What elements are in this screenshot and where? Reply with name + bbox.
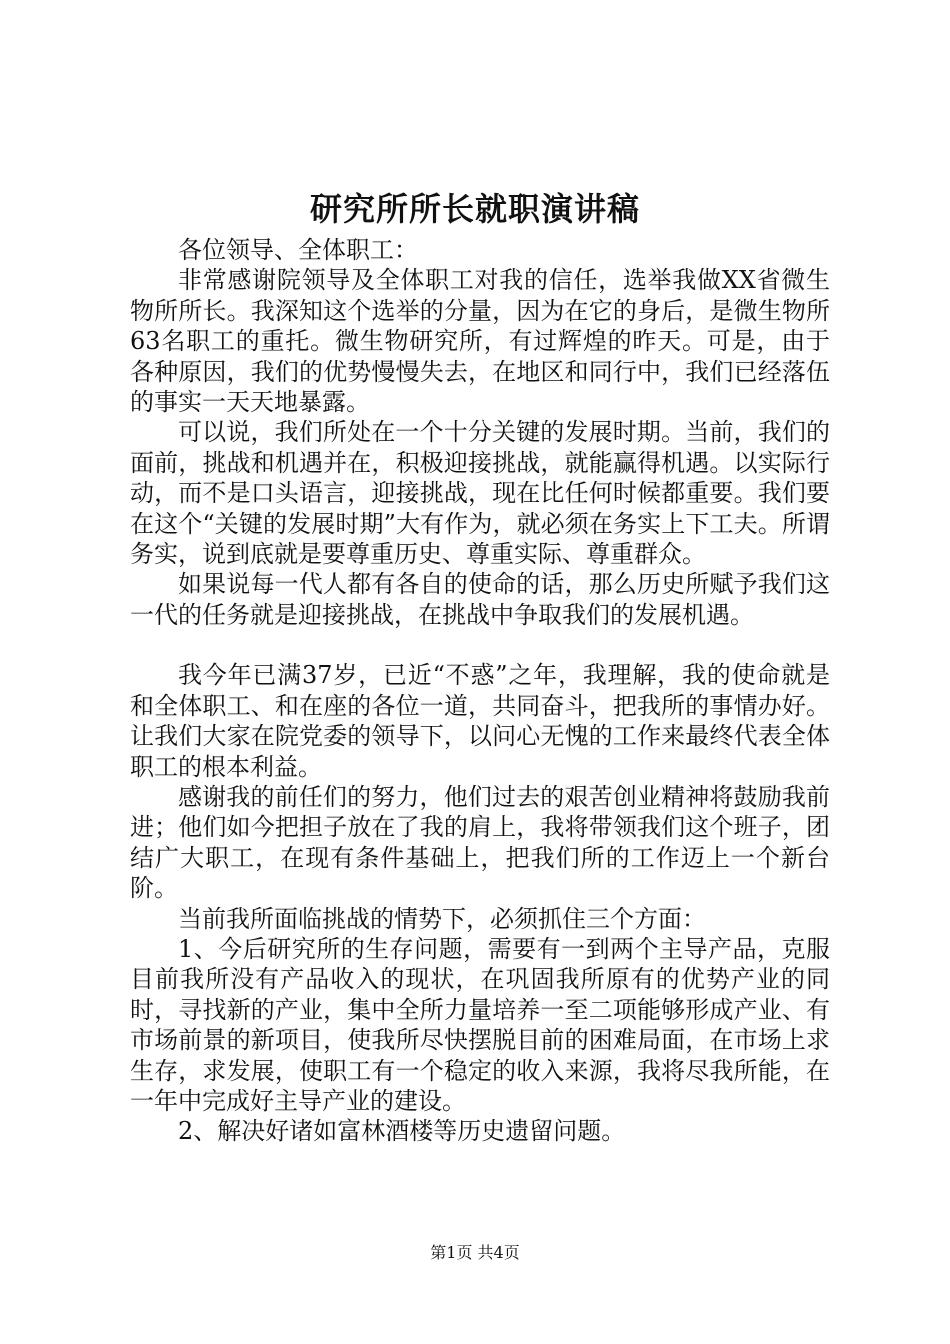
paragraph-greeting: 各位领导、全体职工： <box>178 236 418 264</box>
paragraph-mission: 如果说每一代人都有各自的使命的话，那么历史所赋予我们这一代的任务就是迎接挑战，在挑战中争取我们的发展机遇。 <box>130 570 830 629</box>
paragraph-predecessors: 感谢我的前任们的努力，他们过去的艰苦创业精神将鼓励我前进；他们如今把担子放在了我的肩上，我将带领我们这个班子，团结广大职工，在现有条件基础上，把我们所的工作迈上一个新台阶。 <box>130 782 830 903</box>
paragraph-item-2: 2、解决好诸如富林酒楼等历史遗留问题。 <box>178 1117 626 1146</box>
paragraph-item-1: 1、今后研究所的生存问题，需要有一到两个主导产品，克服目前我所没有产品收入的现状，在巩固我所原有的优势产业的同时，寻找新的产业，集中全所力量培养一至二项能够形成产业、有市场前景的新项目，使我所尽快摆脱目前的困难局面，在市场上求生存，求发展，使职工有一个稳定的收入来源，我将尽我所能，在一年中完成好主导产业的建设。 <box>130 934 830 1115</box>
paragraph-three-aspects: 当前我所面临挑战的情势下，必须抓住三个方面： <box>178 904 706 933</box>
page-footer: 第1页 共4页 <box>430 1243 520 1262</box>
paragraph-critical-period: 可以说，我们所处在一个十分关键的发展时期。当前，我们的面前，挑战和机遇并在，积极迎接挑战，就能赢得机遇。以实际行动，而不是口头语言，迎接挑战，现在比任何时候都重要。我们要在这个“关键的发展时期”大有作为，就必须在务实上下工夫。所谓务实，说到底就是要尊重历史、尊重实际、尊重群众。 <box>130 418 830 569</box>
document-title: 研究所所长就职演讲稿 <box>309 190 640 228</box>
document-body <box>130 235 830 1147</box>
paragraph-spacer <box>130 630 830 660</box>
paragraph-thanks: 非常感谢院领导及全体职工对我的信任，选举我做XX省微生物所所长。我深知这个选举的分量，因为在它的身后，是微生物所63名职工的重托。微生物研究所，有过辉煌的昨天。可是，由于各种原因，我们的优势慢慢失去，在地区和同行中，我们已经落伍的事实一天天地暴露。 <box>130 266 830 417</box>
paragraph-age: 我今年已满37岁，已近“不惑”之年，我理解，我的使命就是和全体职工、和在座的各位一道，共同奋斗，把我所的事情办好。让我们大家在院党委的领导下，以问心无愧的工作来最终代表全体职工的根本利益。 <box>130 661 830 781</box>
